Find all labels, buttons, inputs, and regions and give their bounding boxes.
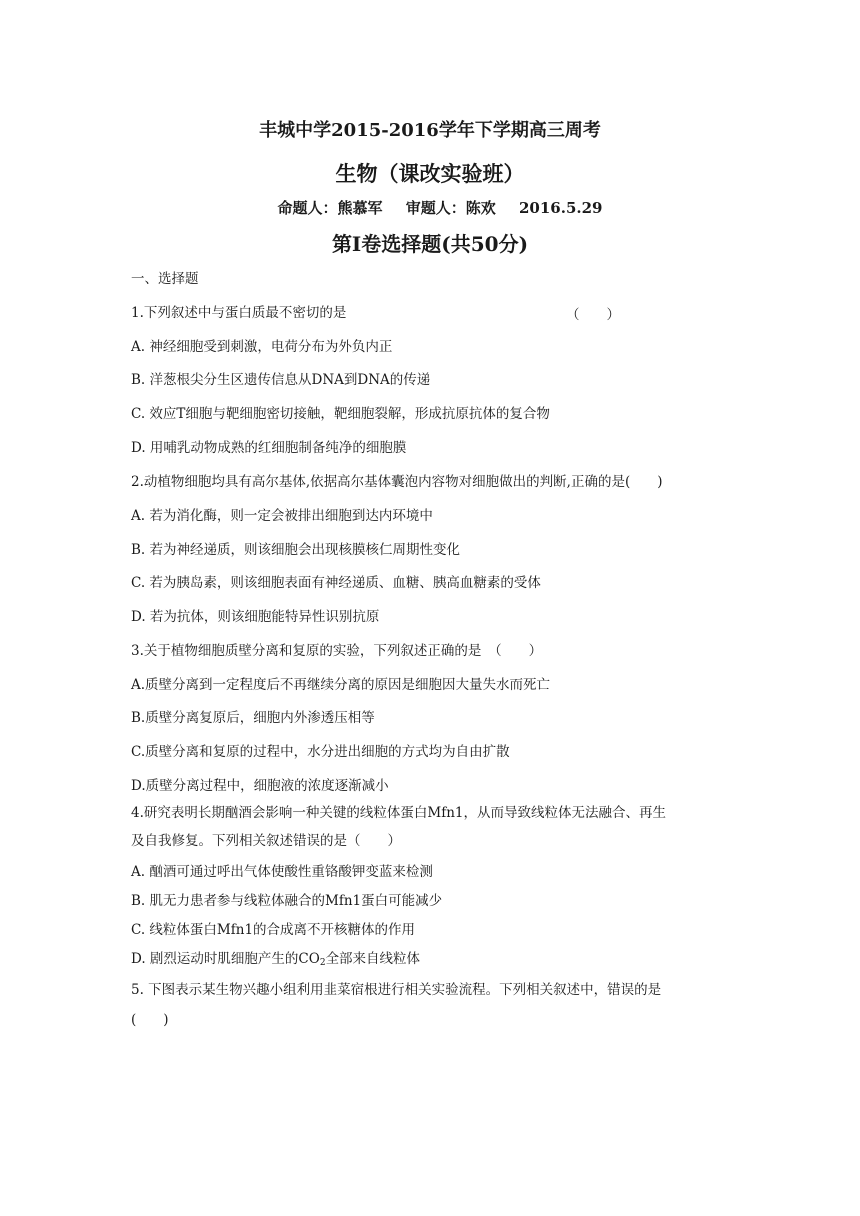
question-2-option-b: B. 若为神经递质，则该细胞会出现核膜核仁周期性变化 — [131, 542, 461, 558]
exam-date: 2016.5.29 — [518, 199, 603, 217]
question-1-option-a: A. 神经细胞受到刺激，电荷分布为外负内正 — [131, 339, 393, 355]
question-3-option-a: A.质壁分离到一定程度后不再继续分离的原因是细胞因大量失水而死亡 — [131, 677, 551, 693]
question-3-stem: 3.关于植物细胞质壁分离和复原的实验，下列叙述正确的是 （ ） — [131, 643, 543, 659]
question-4-option-d-subscript: 2 — [319, 958, 326, 968]
question-2-stem: 2.动植物细胞均具有高尔基体,依据高尔基体囊泡内容物对细胞做出的判断,正确的是( ) — [131, 474, 663, 490]
question-4-option-c: C. 线粒体蛋白Mfn1的合成离不开核糖体的作用 — [131, 922, 416, 938]
question-5-stem-line-2: ( ) — [131, 1012, 169, 1028]
reviewer-label: 审题人：陈欢 — [405, 199, 496, 217]
question-1-option-b: B. 洋葱根尖分生区遗传信息从DNA到DNA的传递 — [131, 372, 431, 388]
question-3-option-d: D.质壁分离过程中，细胞液的浓度逐渐减小 — [131, 778, 389, 794]
question-1-answer-paren: （ ） — [566, 307, 620, 323]
exam-subtitle: 生物（课改实验班） — [335, 161, 525, 186]
question-4-option-b: B. 肌无力患者参与线粒体融合的Mfn1蛋白可能减少 — [131, 893, 443, 909]
question-2-option-a: A. 若为消化酶，则一定会被排出细胞到达内环境中 — [131, 508, 433, 524]
question-1-option-d: D. 用哺乳动物成熟的红细胞制备纯净的细胞膜 — [131, 440, 407, 456]
question-4-option-d — [131, 949, 420, 973]
question-2-option-d: D. 若为抗体，则该细胞能特异性识别抗原 — [131, 609, 380, 625]
question-4-option-d-text-end: 全部来自线粒体 — [325, 951, 421, 967]
question-4-option-a: A. 酗酒可通过呼出气体使酸性重铬酸钾变蓝来检测 — [131, 864, 433, 880]
question-4-stem-line-1: 4.研究表明长期酗酒会影响一种关键的线粒体蛋白Mfn1，从而导致线粒体无法融合、再生 — [131, 805, 666, 821]
question-3-option-b: B.质壁分离复原后，细胞内外渗透压相等 — [131, 710, 375, 726]
question-2-option-c: C. 若为胰岛素，则该细胞表面有神经递质、血糖、胰高血糖素的受体 — [131, 575, 541, 591]
exam-title: 丰城中学2015-2016学年下学期高三周考 — [259, 120, 601, 141]
question-4-option-d-text: D. 剧烈运动时肌细胞产生的CO — [131, 951, 320, 967]
part-heading: 一、选择题 — [131, 271, 199, 287]
question-3-option-c: C.质壁分离和复原的过程中，水分进出细胞的方式均为自由扩散 — [131, 744, 510, 760]
author-label: 命题人：熊慕军 — [277, 199, 383, 217]
question-5-stem-line-1: 5. 下图表示某生物兴趣小组利用韭菜宿根进行相关实验流程。下列相关叙述中，错误的是 — [131, 982, 662, 998]
question-1-option-c: C. 效应T细胞与靶细胞密切接触，靶细胞裂解，形成抗原抗体的复合物 — [131, 406, 550, 422]
authors-line — [0, 197, 860, 218]
section-title: 第Ⅰ卷选择题(共50分) — [331, 232, 529, 256]
question-1-stem: 1.下列叙述中与蛋白质最不密切的是 — [131, 305, 347, 321]
question-4-stem-line-2: 及自我修复。下列相关叙述错误的是（ ） — [131, 833, 401, 849]
